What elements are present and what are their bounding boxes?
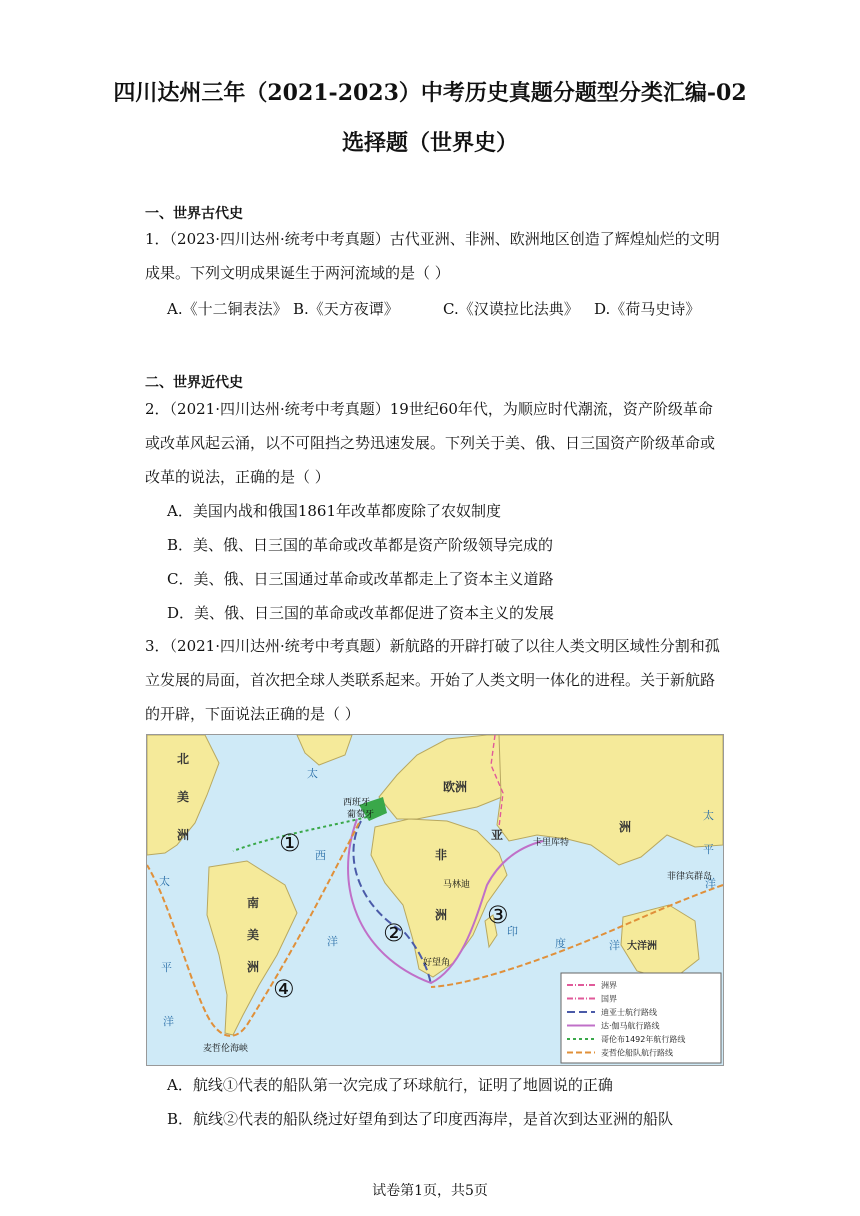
africa-land — [371, 819, 507, 977]
legend-label-3: 达·伽马航行路线 — [601, 1021, 660, 1031]
cape-label: 好望角 — [423, 958, 451, 968]
q1-option-d: D.《荷马史诗》 — [594, 300, 701, 318]
sa-label-2: 美 — [247, 928, 260, 942]
q2-option-a: A．美国内战和俄国1861年改革都废除了农奴制度 — [167, 502, 502, 520]
magellan-strait-label: 麦哲伦海峡 — [203, 1044, 249, 1054]
q1-option-b: B.《天方夜谭》 — [293, 300, 399, 318]
indian-label-2: 度 — [555, 937, 566, 950]
page-footer: 试卷第1页，共5页 — [372, 1183, 488, 1199]
q2-option-d: D．美、俄、日三国的革命或改革都促进了资本主义的发展 — [167, 604, 555, 622]
sa-label-3: 洲 — [247, 960, 260, 974]
document-title — [40, 68, 820, 168]
philippines-label: 菲律宾群岛 — [667, 872, 713, 882]
oceania-label: 大洋洲 — [627, 941, 657, 952]
section-ancient-history: 一、世界古代史 — [145, 206, 243, 222]
africa-label-2: 洲 — [435, 908, 448, 922]
pacific-right-label-2: 平 — [703, 843, 714, 856]
legend-label-4: 哥伦布1492年航行路线 — [601, 1035, 686, 1044]
atlantic-label-1: 太 — [307, 767, 318, 780]
legend-label-0: 洲界 — [601, 981, 617, 990]
europe-land — [379, 735, 507, 819]
route-marker-2: ② — [383, 919, 405, 947]
question-3-stem: 3．（2021·四川达州·统考中考真题）新航路的开辟打破了以往人类文明区域性分割和孤立发展的局面，首次把全球人类联系起来。开始了人类文明一体化的进程。关于新航路的开辟，下面说法正确的是（ ） — [145, 637, 720, 723]
atlantic-label-3: 洋 — [327, 935, 338, 948]
route-marker-1: ① — [279, 829, 301, 857]
atlantic-label-2: 西 — [315, 849, 326, 862]
na-label-3: 洲 — [177, 828, 190, 842]
europe-label: 欧洲 — [443, 780, 468, 794]
asia-char-label: 亚 — [491, 828, 504, 842]
legend-label-2: 迪亚士航行路线 — [601, 1008, 657, 1017]
asia-label: 洲 — [619, 820, 632, 834]
calicut-label: 卡里库特 — [533, 838, 570, 848]
q2-option-c: C．美、俄、日三国通过革命或改革都走上了资本主义道路 — [167, 570, 554, 588]
route-marker-3: ③ — [487, 901, 509, 929]
q1-option-c: C.《汉谟拉比法典》 — [443, 300, 579, 318]
africa-label-1: 非 — [435, 848, 448, 862]
q3-option-a: A．航线①代表的船队第一次完成了环球航行，证明了地圆说的正确 — [167, 1076, 613, 1094]
question-1-stem: 1．（2023·四川达州·统考中考真题）古代亚洲、非洲、欧洲地区创造了辉煌灿烂的文明成果。下列文明成果诞生于两河流域的是（ ） — [145, 230, 720, 282]
route-marker-4: ④ — [273, 975, 295, 1003]
greenland-land — [297, 735, 352, 765]
q2-option-b: B．美、俄、日三国的革命或改革都是资产阶级领导完成的 — [167, 536, 554, 554]
question-2-stem: 2．（2021·四川达州·统考中考真题）19世纪60年代，为顺应时代潮流，资产阶级革命或改革风起云涌，以不可阻挡之势迅速发展。下列关于美、俄、日三国资产阶级革命或改革的说法，正确的是（ ） — [145, 400, 716, 486]
pacific-right-label-3: 洋 — [705, 877, 716, 890]
malindi-label: 马林迪 — [443, 880, 471, 890]
sa-label-1: 南 — [247, 896, 260, 910]
pacific-left-label-1: 太 — [159, 875, 170, 888]
map-legend — [561, 973, 721, 1063]
spain-label: 西班牙 — [343, 798, 371, 808]
legend-label-1: 国界 — [601, 994, 617, 1004]
section-modern-history: 二、世界近代史 — [145, 375, 243, 391]
south-america-land — [207, 861, 297, 1035]
pacific-left-label-3: 洋 — [163, 1015, 174, 1028]
portugal-label: 葡萄牙 — [347, 810, 375, 820]
title-line-2: 选择题（世界史） — [341, 130, 518, 156]
indian-label-3: 洋 — [609, 939, 620, 952]
new-sea-routes-map — [146, 734, 724, 1066]
q3-option-b: B．航线②代表的船队绕过好望角到达了印度西海岸，是首次到达亚洲的船队 — [167, 1110, 674, 1128]
na-label-1: 北 — [177, 752, 190, 766]
indian-label-1: 印 — [507, 925, 518, 938]
q1-option-a: A.《十二铜表法》 — [167, 300, 288, 318]
na-label-2: 美 — [177, 790, 190, 804]
title-line-1: 四川达州三年（2021-2023）中考历史真题分题型分类汇编-02 — [113, 80, 747, 106]
pacific-left-label-2: 平 — [161, 961, 172, 974]
legend-label-5: 麦哲伦船队航行路线 — [601, 1048, 673, 1058]
pacific-right-label-1: 太 — [703, 809, 714, 822]
